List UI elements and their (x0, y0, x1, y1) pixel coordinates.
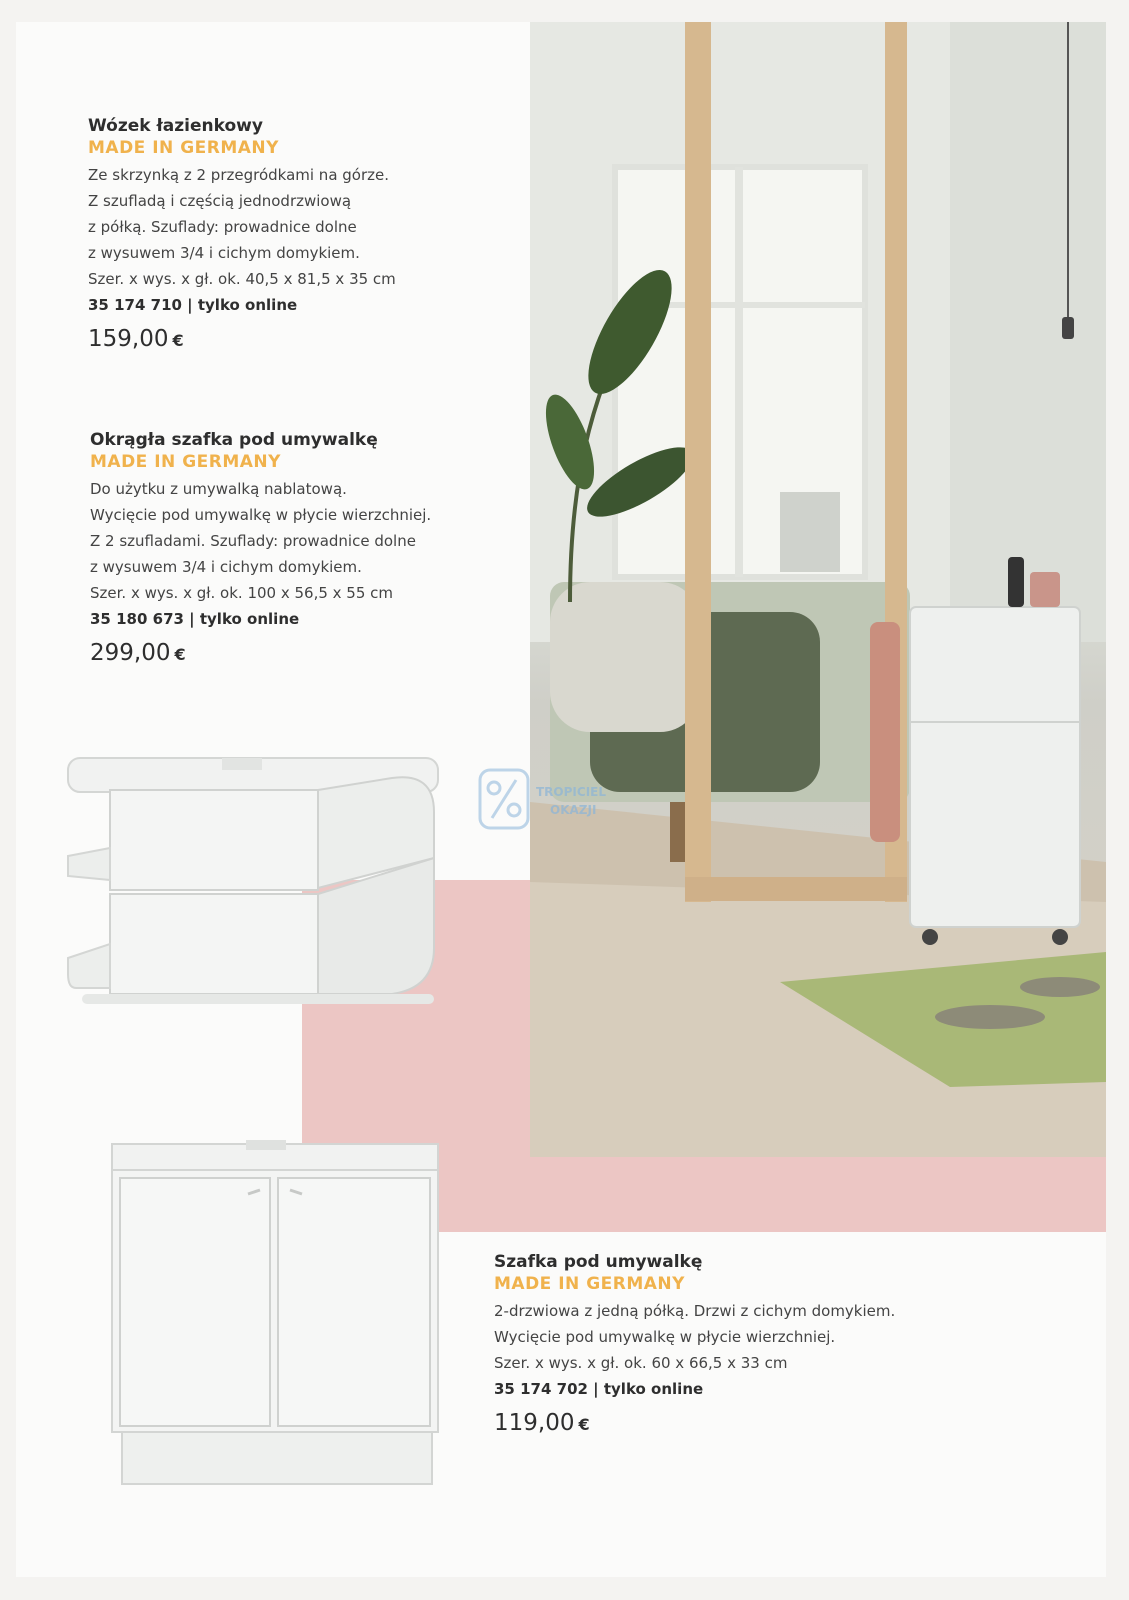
product-description-line: Wycięcie pod umywalkę w płycie wierzchniej. (494, 1328, 836, 1346)
product-description-line: z wysuwem 3/4 i cichym domykiem. (90, 558, 362, 576)
product-description-line: Wycięcie pod umywalkę w płycie wierzchniej. (90, 506, 432, 524)
round-vanity-cabinet-image (62, 748, 454, 1010)
product-description-line: Do użytku z umywalką nablatową. (90, 480, 347, 498)
product-title: Okrągła szafka pod umywalkę (90, 430, 378, 450)
watermark-line2: OKAZJI (550, 803, 597, 817)
product-description-line: z wysuwem 3/4 i cichym domykiem. (88, 244, 360, 262)
product-dimensions: Szer. x wys. x gł. ok. 60 x 66,5 x 33 cm (494, 1354, 788, 1372)
product-two-door-vanity (494, 1252, 895, 1436)
watermark-line1: TROPICIEL (536, 785, 607, 799)
percent-badge-icon (478, 768, 648, 832)
product-origin: MADE IN GERMANY (494, 1274, 685, 1294)
product-code: 35 174 710 | tylko online (88, 296, 298, 314)
product-code: 35 174 702 | tylko online (494, 1380, 704, 1398)
price-currency: € (578, 1415, 590, 1434)
price-value: 299,00 (90, 640, 171, 666)
two-door-vanity-cabinet-image (108, 1138, 448, 1494)
product-description-line: Ze skrzynką z 2 przegródkami na górze. (88, 166, 390, 184)
product-origin: MADE IN GERMANY (90, 452, 281, 472)
product-description-line: z półką. Szuflady: prowadnice dolne (88, 218, 357, 236)
price-currency: € (174, 645, 186, 664)
price-value: 159,00 (88, 326, 169, 352)
product-description-line: Z szufladą i częścią jednodrzwiową (88, 192, 352, 210)
product-title: Wózek łazienkowy (88, 116, 263, 136)
product-price (90, 640, 431, 666)
product-price (88, 326, 396, 352)
product-bathroom-cart (88, 116, 396, 352)
product-description-line: Z 2 szufladami. Szuflady: prowadnice dolne (90, 532, 416, 550)
product-description-line: 2-drzwiowa z jedną półką. Drzwi z cichym domykiem. (494, 1302, 896, 1320)
product-dimensions: Szer. x wys. x gł. ok. 100 x 56,5 x 55 cm (90, 584, 394, 602)
product-title: Szafka pod umywalkę (494, 1252, 703, 1272)
tropiciel-okazji-watermark (478, 768, 648, 832)
price-currency: € (172, 331, 184, 350)
product-origin: MADE IN GERMANY (88, 138, 279, 158)
photo-illustration (530, 22, 1106, 1157)
price-value: 119,00 (494, 1410, 575, 1436)
bedroom-lifestyle-photo (530, 22, 1106, 1157)
product-price (494, 1410, 895, 1436)
product-round-vanity (90, 430, 431, 666)
product-dimensions: Szer. x wys. x gł. ok. 40,5 x 81,5 x 35 cm (88, 270, 396, 288)
product-code: 35 180 673 | tylko online (90, 610, 300, 628)
